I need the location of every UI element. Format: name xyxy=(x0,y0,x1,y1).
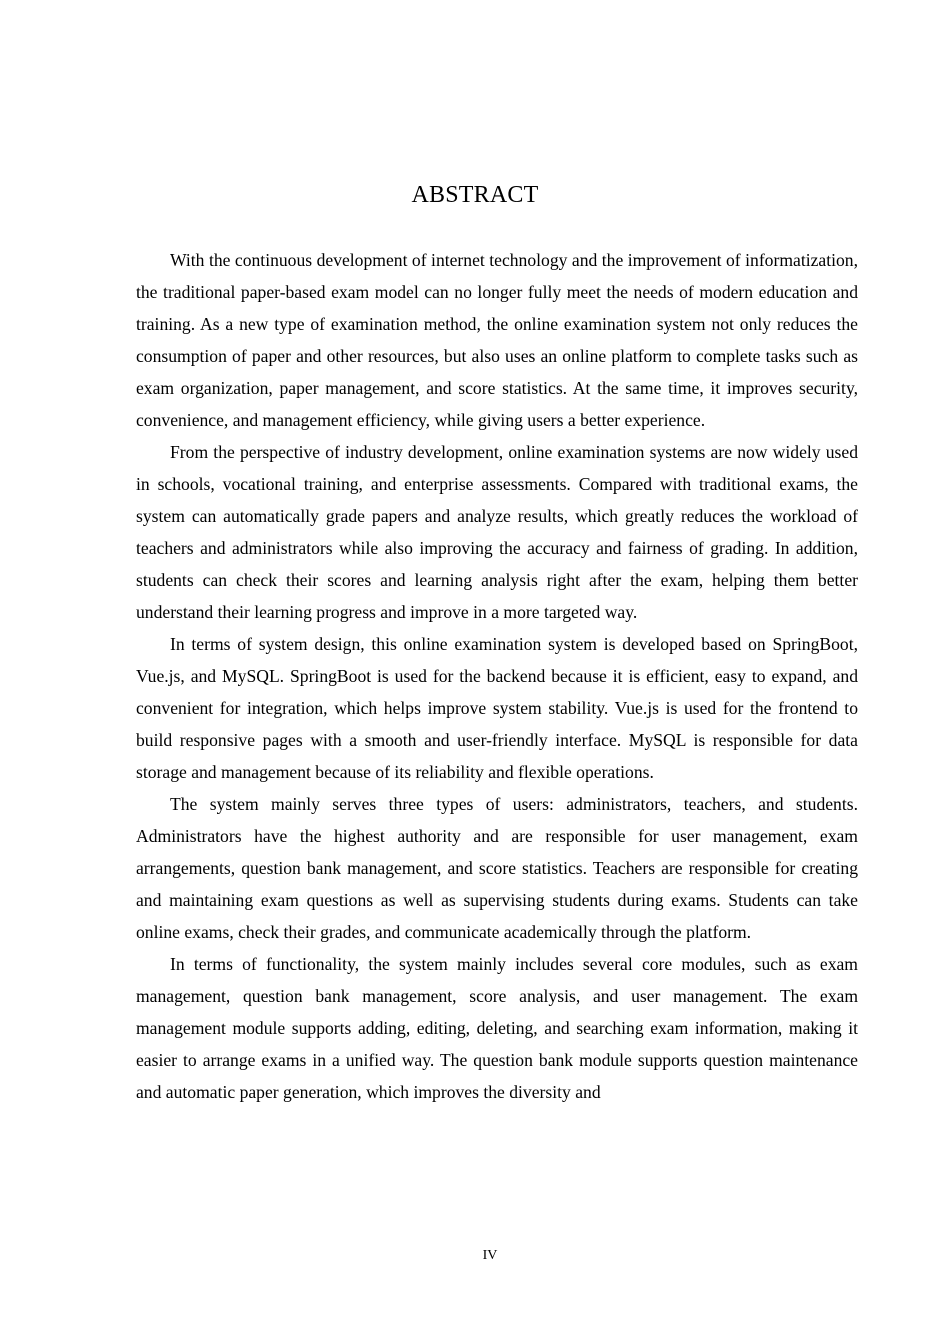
page-number: IV xyxy=(482,1248,498,1263)
paragraph-1: With the continuous development of internet technology and the improvement of informatization, the traditional paper-based exam model can no longer fully meet the needs of modern education and training. As a new type of examination method, the online examination system not only reduces the consumption of paper and other resources, but also uses an online platform to complete tasks such as exam organization, paper management, and score statistics. At the same time, it improves security, convenience, and management efficiency, while giving users a better experience. xyxy=(136,250,858,430)
abstract-body xyxy=(136,244,858,1108)
abstract-title: ABSTRACT xyxy=(411,182,539,208)
paragraph-2: From the perspective of industry development, online examination systems are now widely used in schools, vocational training, and enterprise assessments. Compared with traditional exams, the system can automatically grade papers and analyze results, which greatly reduces the workload of teachers and administrators while also improving the accuracy and fairness of grading. In addition, students can check their scores and learning analysis right after the exam, helping them better understand their learning progress and improve in a more targeted way. xyxy=(136,442,858,622)
paragraph-4: The system mainly serves three types of users: administrators, teachers, and students. Administrators have the highest authority and are responsible for user management, exam arrangements, question bank management, and score statistics. Teachers are responsible for creating and maintaining exam questions as well as supervising students during exams. Students can take online exams, check their grades, and communicate academically through the platform. xyxy=(136,794,858,942)
paragraph-5: In terms of functionality, the system mainly includes several core modules, such as exam management, question bank management, score analysis, and user management. The exam management module supports adding, editing, deleting, and searching exam information, making it easier to arrange exams in a unified way. The question bank module supports question maintenance and automatic paper generation, which improves the diversity and xyxy=(136,954,858,1102)
paragraph-3: In terms of system design, this online examination system is developed based on SpringBoot, Vue.js, and MySQL. SpringBoot is used for the backend because it is efficient, easy to expand, and convenient for integration, which helps improve system stability. Vue.js is used for the frontend to build responsive pages with a smooth and user-friendly interface. MySQL is responsible for data storage and management because of its reliability and flexible operations. xyxy=(136,634,858,782)
